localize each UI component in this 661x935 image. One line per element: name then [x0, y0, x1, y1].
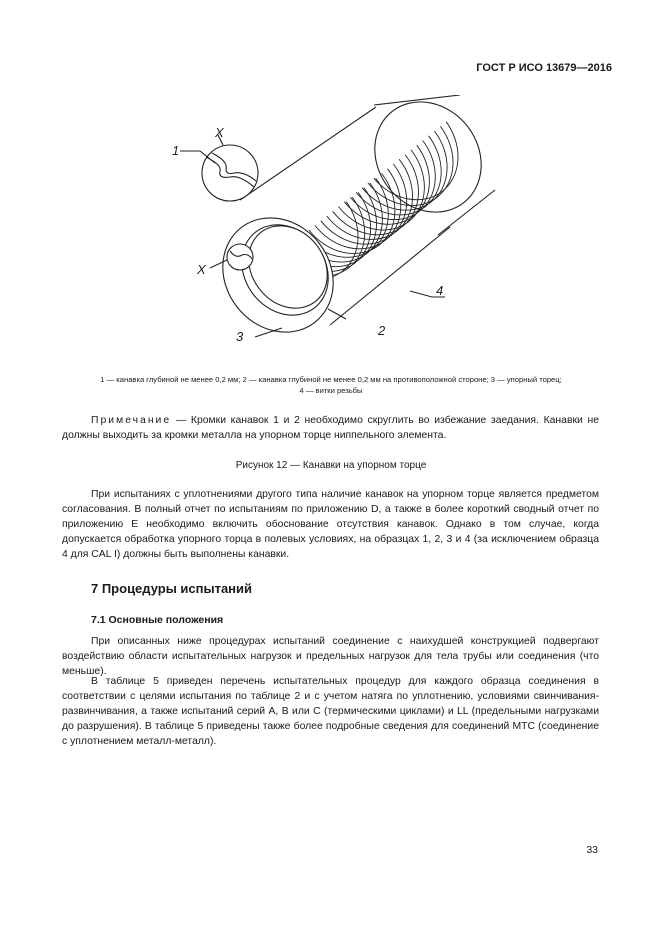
figure-caption: Рисунок 12 — Канавки на упорном торце — [235, 460, 427, 471]
note-text: — Кромки канавок 1 и 2 необходимо скруглить во избежание заедания. Канавки не должны выходить за кромки металла на упорном торце ниппельного элемента. — [62, 415, 599, 441]
figure-label-x-top: X — [215, 125, 224, 140]
paragraph-procedures: При описанных ниже процедурах испытаний соединение с наихудшей конструкцией подвергают воздействию области испытательных нагрузок и предельных нагрузок для тела трубы или соединения (что меньше). — [62, 636, 599, 677]
page-number: 33 — [586, 844, 598, 856]
figure-label-1: 1 — [172, 143, 180, 158]
legend-line-1: 1 — канавка глубиной не менее 0,2 мм; 2 — канавка глубиной не менее 0,2 мм на противоположной стороне; 3 — упорный торец; — [100, 375, 562, 384]
document-header: ГОСТ Р ИСО 13679—2016 — [476, 62, 612, 74]
note-prefix: Примечание — [91, 415, 172, 426]
legend-line-2: 4 — витки резьбы — [299, 386, 363, 395]
figure-legend — [62, 374, 600, 396]
figure-label-3: 3 — [236, 329, 244, 344]
paragraph-table5: В таблице 5 приведен перечень испытательных процедур для каждого образца соединения в соответствии с целями испытания по таблице 2 и с учетом натяга по уплотнению, условиями свинчивания-развинчивания, а также испытаний серий А, В или С (термическими циклами) и LL (предельными нагрузками до разрушения). В таблице 5 приведены также более подробные сведения для соединений МТС (соединение с уплотнением металл-металл). — [62, 676, 599, 747]
figure-label-x-left: X — [197, 262, 206, 277]
section-title: 7 Процедуры испытаний — [91, 581, 253, 596]
figure-label-2: 2 — [378, 323, 386, 338]
paragraph-grooves: При испытаниях с уплотнениями другого типа наличие канавок на упорном торце является предметом согласования. В полный отчет по испытаниям по приложению D, а также в более короткий сводный отчет по приложению E необходимо включить обоснование отсутствия канавок. Однако в том случае, когда допускается обработка упорного торца в полевых условиях, на образцах 1, 2, 3 и 4 (за исключением образца 4 для CAL I) должны быть выполнены канавки. — [62, 489, 599, 560]
figure-note — [62, 413, 599, 443]
figure-label-4: 4 — [436, 283, 444, 298]
threaded-pin-figure — [160, 95, 500, 345]
subsection-title: 7.1 Основные положения — [91, 614, 224, 626]
